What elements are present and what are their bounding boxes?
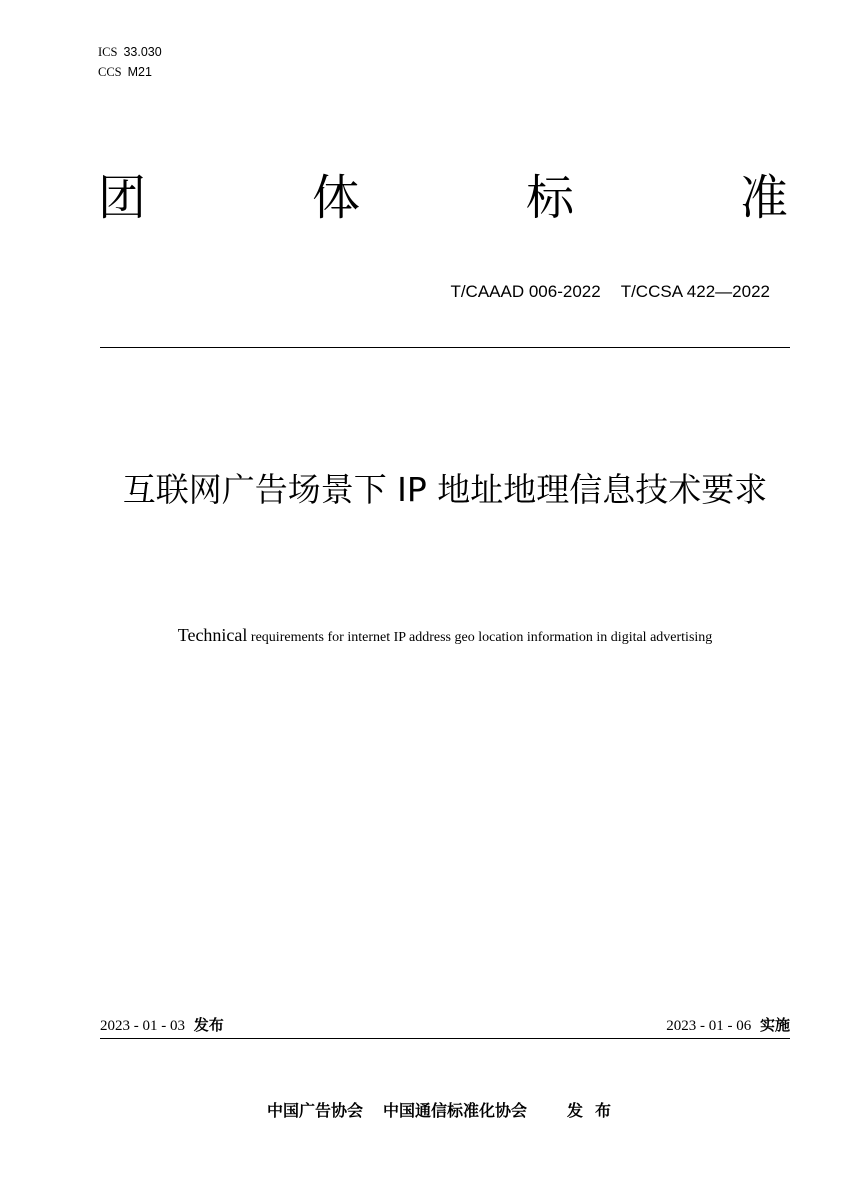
standard-type-char: 体 (311, 170, 360, 226)
standard-number-caaad: T/CAAAD 006-2022 (450, 282, 601, 301)
publisher-org-caa: 中国广告协会 (266, 1101, 363, 1120)
date-row (100, 1014, 790, 1036)
publish-date: 2023 - 01 - 03 (100, 1018, 185, 1034)
bottom-divider (100, 1038, 790, 1039)
english-title (60, 625, 830, 646)
standard-type-char: 团 (98, 170, 147, 226)
top-divider (100, 347, 790, 348)
ics-code: 33.030 (123, 45, 162, 59)
ics-label: ICS (98, 45, 118, 59)
chinese-title: 互联网广告场景下 IP 地址地理信息技术要求 (122, 470, 768, 509)
implement-label: 实施 (759, 1016, 790, 1034)
english-title-rest: requirements for internet IP address geo location information in digital advertising (247, 630, 713, 645)
implement-date-group (666, 1014, 790, 1035)
publish-label: 发布 (193, 1016, 224, 1034)
ccs-line (98, 62, 162, 82)
classification-codes (98, 42, 162, 82)
english-title-lead: Technical (177, 625, 248, 645)
implement-date: 2023 - 01 - 06 (666, 1018, 752, 1034)
ccs-code: M21 (127, 65, 152, 79)
standard-type-heading (98, 166, 788, 230)
standard-number-ccsa: T/CCSA 422—2022 (620, 282, 770, 301)
publisher-org-ccsa: 中国通信标准化协会 (382, 1101, 527, 1120)
standard-numbers (450, 282, 770, 302)
publisher-action: 发布 (567, 1101, 624, 1120)
standard-type-char: 准 (739, 170, 788, 226)
standard-type-char: 标 (525, 170, 574, 226)
publish-date-group (100, 1014, 224, 1035)
ics-line (98, 42, 162, 62)
ccs-label: CCS (98, 65, 122, 79)
publisher-line (100, 1098, 790, 1121)
